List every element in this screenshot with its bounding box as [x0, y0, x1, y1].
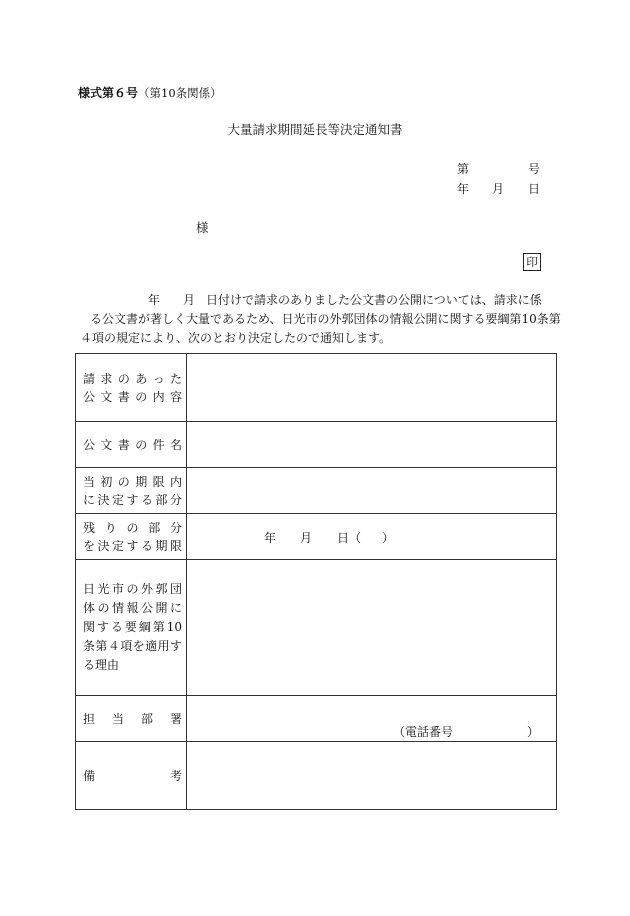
table-row-initial-decision: [76, 468, 557, 514]
body-line-1: 日付けで請求のありました公文書の公開については、請求に係: [206, 293, 542, 307]
doc-number-go: 号: [528, 162, 541, 176]
phone-label: （電話番号: [393, 725, 454, 739]
doc-date-day: 日: [528, 182, 541, 196]
table-row-remaining-deadline: [76, 514, 557, 560]
document-title: 大量請求期間延長等決定通知書: [227, 122, 403, 137]
label-request-content: 請求のあった 公文書の内容: [76, 354, 187, 422]
doc-date-year: 年: [457, 182, 470, 196]
label-document-name: 公文書の件名: [76, 422, 187, 468]
form-number: 様式第６号: [78, 86, 139, 100]
decision-table: [75, 353, 557, 810]
doc-date-month: 月: [492, 182, 505, 196]
phone-close: ）: [527, 725, 540, 739]
value-remarks[interactable]: [187, 742, 557, 810]
body-line-3: ４項の規定により、次のとおり決定したので通知します。: [80, 331, 392, 345]
value-document-name[interactable]: [187, 422, 557, 468]
value-remaining-deadline[interactable]: [187, 514, 557, 560]
table-row-request-content: [76, 354, 557, 422]
label-initial-decision: 当初の期限内 に決定する部分: [76, 468, 187, 514]
seal-mark: 印: [523, 253, 541, 271]
deadline-day: 日（: [337, 531, 362, 545]
form-relation: （第10条関係）: [138, 86, 222, 100]
value-department[interactable]: [187, 696, 557, 742]
form-number-line: [78, 84, 222, 101]
label-department: 担当部署: [76, 696, 187, 742]
table-row-reason: [76, 560, 557, 696]
body-year: 年: [148, 293, 161, 307]
body-month: 月: [183, 293, 196, 307]
label-reason: 日光市の外郭団 体の情報公開に 関する要綱第10 条第４項を適用す る理由: [76, 560, 187, 696]
label-remaining-deadline: 残りの部分 を決定する期限: [76, 514, 187, 560]
body-line-2: る公文書が著しく大量であるため、日光市の外郭団体の情報公開に関する要綱第10条第: [90, 312, 561, 326]
table-row-document-name: [76, 422, 557, 468]
deadline-close: ）: [382, 531, 395, 545]
addressee-suffix: 様: [196, 220, 209, 235]
label-remarks: 備考: [76, 742, 187, 810]
value-initial-decision[interactable]: [187, 468, 557, 514]
value-request-content[interactable]: [187, 354, 557, 422]
table-row-department: [76, 696, 557, 742]
doc-number-dai: 第: [457, 162, 470, 176]
deadline-year: 年: [264, 531, 277, 545]
table-row-remarks: [76, 742, 557, 810]
value-reason[interactable]: [187, 560, 557, 696]
deadline-month: 月: [300, 531, 313, 545]
